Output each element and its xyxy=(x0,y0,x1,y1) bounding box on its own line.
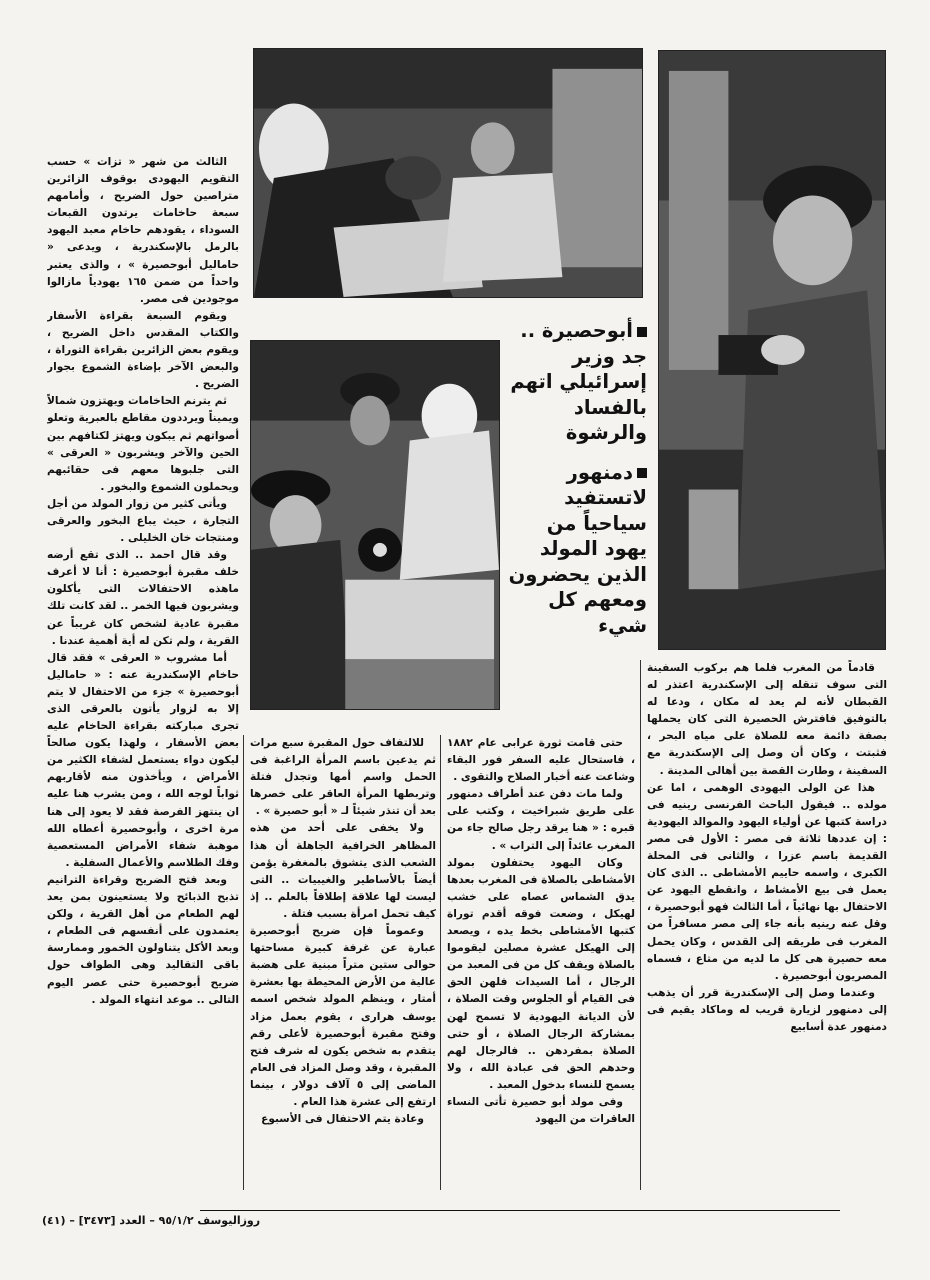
photo-seated-men xyxy=(253,48,643,298)
article-column-3 xyxy=(447,735,635,1195)
column-rule xyxy=(243,735,244,1190)
column-rule xyxy=(640,660,641,1190)
article-paragraph: وكان اليهود يحتفلون بمولد الأمشاطى بالصلاة فى المغرب بعدها يدق الشماس عصاه على خشب لهيكل ، وضعت فوقه أقدم توراة كتبها الأمشاطى بخط يده ، ويصعد إلى الهيكل عشرة مصلين ليقوموا بالصلاة ويقف كل من فى المعبد من الرجال ، أما السيدات فلهن الحق فى القيام أو الجلوس وقت الصلاة ، لأن الديانة اليهودية لا تسمح لهن بمشاركة الرجال الصلاة ، أو حتى الصلاة بمفردهن .. فالرجال لهم وحدهم الحق فى عبادة الله ، ولا يسمح للنساء بدخول المعبد . xyxy=(447,856,635,1091)
article-paragraph: وبعد فتح الضريح وقراءة الترانيم تذبح الذبائح ولا يستعينون بمن يعد لهم الطعام من أهل القرية ، ولكن يعتمدون على أنفسهم فى الطعام ، وبعد الأكل يتناولون الخمور وممارسة باقى التقاليد وهى الطواف حول ضريح أبوحصيرة حتى عصر اليوم التالى .. موعد انتهاء المولد . xyxy=(47,873,239,1006)
article-paragraph: قادماً من المغرب فلما هم بركوب السفينة التى سوف تنقله إلى الإسكندرية اعتذر له القبطان لأنه لم يعد له مكان ، ودعا له بالتوفيق فافترش الحصيرة التى كان يحملها بصفة دائمة معه للصلاة على مياه البحر ، فثبتت ، وكان أن وصل إلى الإسكندرية مع السفينة ، وطارت القصة بين أهالى المدينة . xyxy=(647,662,887,777)
footer-rule xyxy=(200,1210,840,1211)
page-footer: روزاليوسف ٩٥/١/٢ – العدد [٣٤٧٣] – (٤١) xyxy=(42,1214,261,1227)
article-paragraph: ولا يخفى على أحد من هذه المظاهر الخرافية الجاهلة أن هذا الشعب الذى يتشوق بالمغفرة يؤمن أيضاً بالأساطير والغيبيات .. التى ليست لها علاقة إطلاقاً بالعلم .. إذ كيف تحمل امرأة بسبب فتلة . xyxy=(250,822,436,920)
headline-2: دمنهور لاتستفيد سياحياً من يهود المولد الذين يحضرون ومعهم كل شيء xyxy=(508,460,647,637)
column-rule xyxy=(440,735,441,1190)
square-bullet-icon xyxy=(637,327,647,337)
article-column-2 xyxy=(250,735,436,1195)
photo-man-reading-prayer xyxy=(658,50,886,650)
article-paragraph: وعموماً فإن ضريح أبوحصيرة عبارة عن غرفة كبيرة مساحتها حوالى ستين متراً مبنية على هضبة عالية من الأرض المحيطة بها بعشرة أمتار ، وينظم المولد شخص اسمه يوسف هرارى ، يقوم بعمل مزاد وفتح مقبرة أبوحصيرة لأعلى رقم يتقدم به شخص يكون له شرف فتح المقبرة ، وقد وصل المزاد فى العام الماضى إلى ٥ آلاف دولار ، بينما ارتفع إلى عشرة هذا العام . xyxy=(250,925,436,1108)
article-paragraph: أما مشروب « العرقى » فقد قال حاخام الإسكندرية عنه : « حاماليل أبوحصيرة » جزء من الاحتفال لا يتم إلا به لزوار يأتون بالعرقى الذى تجرى مباركته بقراءة الحاخام عليه بعض الأسفار ، ولهذا يكون صالحاً ليكون دواء يستعمل لشفاء الكثير من الأمراض ، ويأخذون منه لأقاربهم ثواباً لوجه الله ، ومن يشرب هنا عليه ان ينتهز الفرصة فقد لا يعود إلى هنا مرة اخرى ، وأبوحصيرة أعطاه الله موهبة شفاء الأمراض المستعصية وفك الطلاسم والأعمال السفلية . xyxy=(47,651,239,869)
article-paragraph: حتى قامت ثورة عرابى عام ١٨٨٢ ، فاستحال عليه السفر فور البقاء وشاعت عنه أخبار الصلاح والتقوى . xyxy=(447,737,635,784)
square-bullet-icon xyxy=(637,468,647,478)
headline-1: أبوحصيرة .. جد وزير إسرائيلي اتهم بالفساد والرشوة xyxy=(510,319,647,444)
article-column-4 xyxy=(647,660,887,1195)
article-paragraph: الثالث من شهر « تزات » حسب التقويم اليهودى بوقوف الزائرين متراصين حول الضريح ، وأمامهم سبعة حاخامات يرتدون القبعات السوداء ، يقودهم حاخام معبد اليهود بالرمل بالإسكندرية ، ويدعى « حاماليل أبوحصيرة » ، والذى يعتبر واحداً من ضمن ١٦٥ يهودياً مازالوا موجودين فى مصر. xyxy=(47,156,239,305)
article-column-1 xyxy=(47,154,239,1194)
article-paragraph: وعندما وصل إلى الإسكندرية قرر أن يذهب إلى دمنهور لزيارة قريب له وماكاد يقيم فى دمنهور عدة أسابيع xyxy=(647,986,887,1033)
article-paragraph: وفى مولد أبو حصيرة تأتى النساء العاقرات من اليهود xyxy=(447,1095,635,1126)
article-paragraph: هذا عن الولى اليهودى الوهمى ، اما عن مولده .. فيقول الباحث الفرنسى رينيه فى دراسة كتبها عن أولياء اليهود والموالد اليهودية : إن عددها ثلاثة فى مصر : الأول فى مصر القديمة باسم عزرا ، والثانى فى المحلة الكبرى ، واسمه حاييم الأمشاطى .. الذى كان يعمل فى بيع الأمشاط ، وانقطع اليهود عن الاحتفال بها نهائياً ، أما الثالث فهو أبوحصيرة ، وقل عنه رينيه بأنه جاء إلى مصر مسافراً من المغرب فى طريقه إلى القدس ، وكان يحمل معه حصيرة هى كل ما لديه من متاع ، فسماه المصريون أبوحصيرة . xyxy=(647,781,887,982)
article-paragraph: ثم يترنم الحاخامات ويهتزون شمالاً ويميناً ويرددون مقاطع بالعبرية وتعلو أصواتهم ثم يبكون ويهتز لكتافهم بين الحين والآخر ويشربون « العرقى » التى جلبوها معهم فى حقائبهم ويحملون الشموع والبخور . xyxy=(47,395,239,493)
photo-group-celebration xyxy=(250,340,500,710)
article-paragraph: ويقوم السبعة بقراءة الأسفار والكتاب المقدس داخل الضريح ، ويقوم بعض الزائرين بقراءة التوراة ، والبعض الآخر بإضاءة الشموع بجوار الضريح . xyxy=(47,309,239,391)
article-paragraph: ويأتى كثير من زوار المولد من أجل التجارة ، حيث يباع البخور والعرقى ومنتجات خان الخليلى . xyxy=(47,497,239,545)
article-paragraph: وعادة يتم الاحتفال فى الأسبوع xyxy=(261,1113,424,1126)
article-paragraph: وقد قال احمد .. الذى تقع أرضه خلف مقبرة أبوحصيرة : أنا لا أعرف ماهذه الاحتفالات التى يأكلون ويشربون فيها الخمر .. لقد كانت تلك مقبرة عادية لشخص كان غريباً عن القرية ، ولم تكن له أية أهمية عندنا . xyxy=(47,549,239,647)
headline-block xyxy=(505,318,647,654)
article-paragraph: ولما مات دفن عند أطراف دمنهور على طريق شبراخيت ، وكتب على قبره : « هنا يرقد رجل صالح جاء من المغرب عائداً إلى التراب » . xyxy=(447,788,635,852)
article-paragraph: للالتفاف حول المقبرة سبع مرات ثم يدعين باسم المرأة الراغبة فى الحمل واسم أمها وتجدل فتلة وتربطها المرأة العاقر على خصرها بعد أن تنذر شيئاً لـ « أبو حصيرة » . xyxy=(250,737,436,818)
